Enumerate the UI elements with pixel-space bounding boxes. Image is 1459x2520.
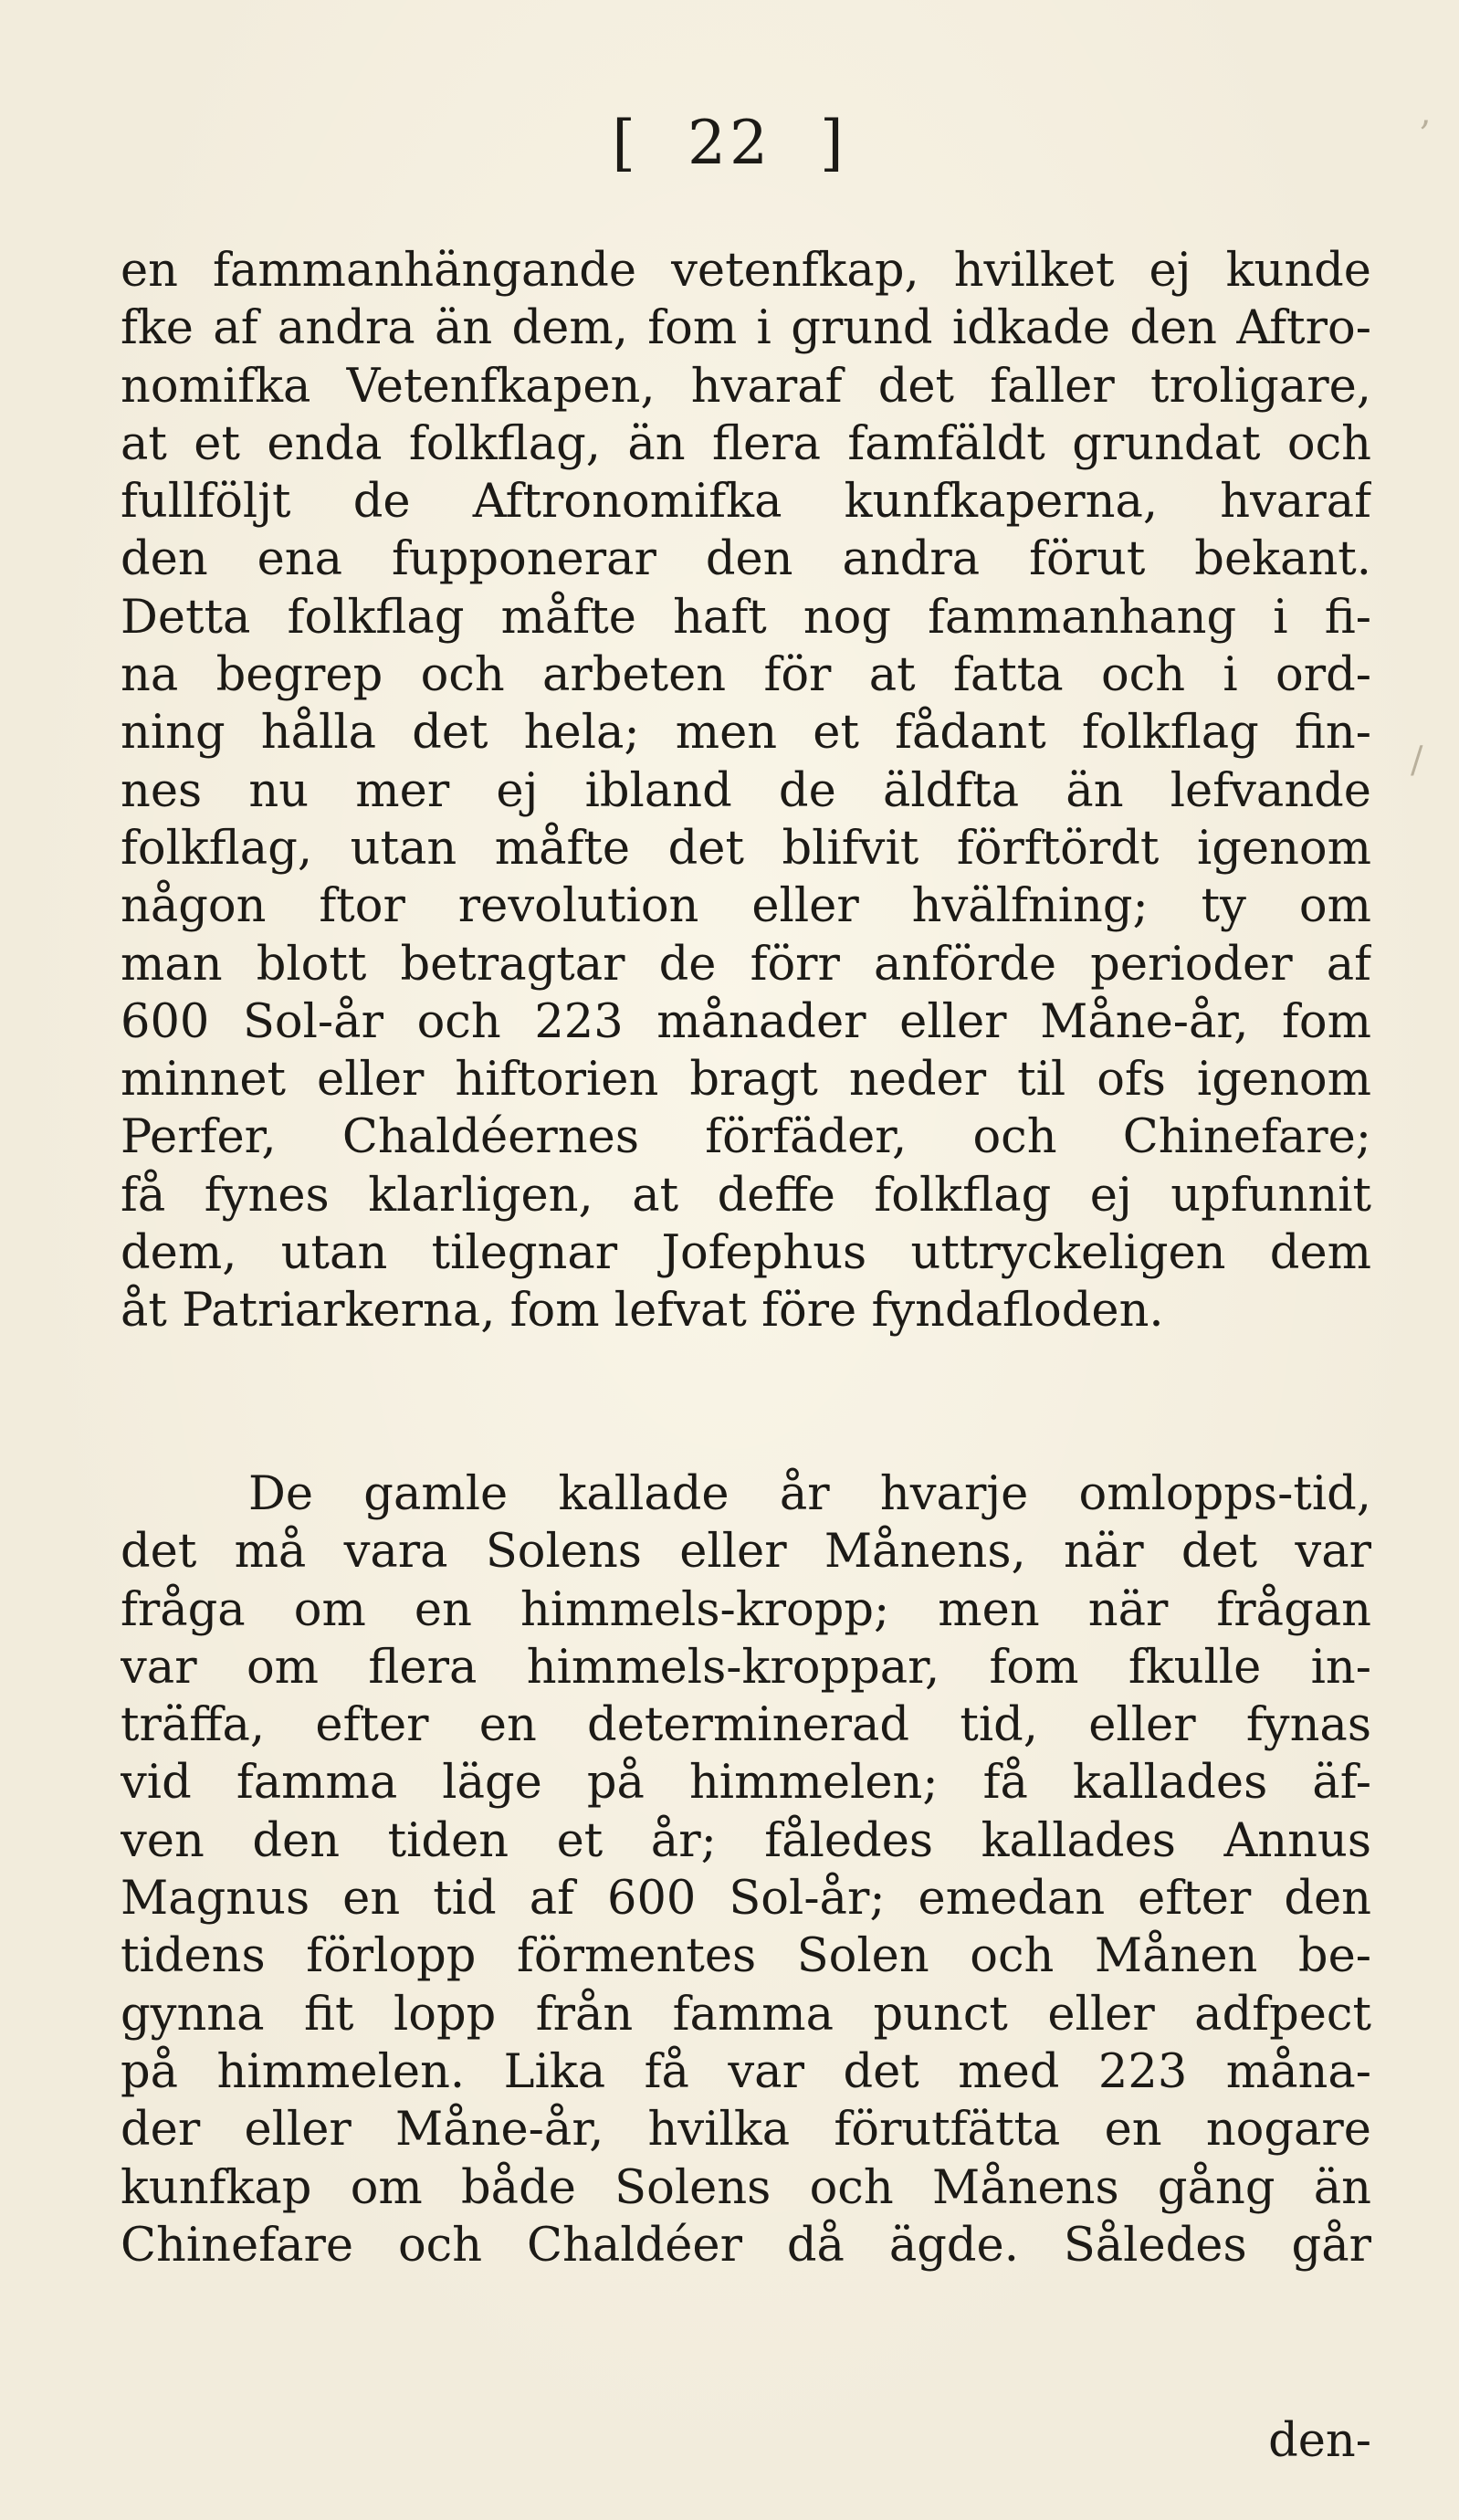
- text-line: var om flera himmels-kroppar, fom fkulle in-: [121, 1640, 1371, 1695]
- catchword: den-: [1268, 2414, 1371, 2468]
- text-line: De gamle kallade år hvarje omlopps-tid,: [248, 1467, 1371, 1521]
- text-line: gynna fit lopp från famma punct eller adfpect: [121, 1987, 1371, 2042]
- text-line: nomifka Vetenfkapen, hvaraf det faller troligare,: [121, 359, 1371, 414]
- text-line: Detta folkflag måfte haft nog fammanhang i fi-: [121, 590, 1371, 645]
- text-line: tidens förlopp förmentes Solen och Månen be-: [121, 1929, 1371, 1984]
- pencil-mark: ,: [1420, 91, 1432, 133]
- text-line: dem, utan tilegnar Jofephus uttryckeligen dem: [121, 1226, 1371, 1281]
- text-line: få fynes klarligen, at deffe folkflag ej upfunnit: [121, 1168, 1371, 1223]
- text-line: en fammanhängande vetenfkap, hvilket ej kunde: [121, 244, 1371, 298]
- text-line: na begrep och arbeten för at fatta och i ord-: [121, 648, 1371, 703]
- page-number: 22: [688, 108, 771, 178]
- text-line: vid famma läge på himmelen; få kallades äf-: [121, 1756, 1371, 1811]
- text-line: på himmelen. Lika få var det med 223 måna-: [121, 2044, 1371, 2099]
- text-line: fke af andra än dem, fom i grund idkade den Aftro-: [121, 301, 1371, 356]
- text-line: fråga om en himmels-kropp; men när frågan: [121, 1582, 1371, 1637]
- text-line: folkflag, utan måfte det blifvit förftördt igenom: [121, 821, 1371, 876]
- page-header: [0, 108, 1459, 178]
- text-line: den ena fupponerar den andra förut bekant.: [121, 532, 1371, 587]
- text-line: träffa, efter en determinerad tid, eller fynas: [121, 1698, 1371, 1753]
- text-line: minnet eller hiftorien bragt neder til ofs igenom: [121, 1053, 1371, 1108]
- paragraph-1: [121, 242, 1371, 1340]
- text-line: det må vara Solens eller Månens, när det var: [121, 1525, 1371, 1580]
- text-line: 600 Sol-år och 223 månader eller Måne-år, fom: [121, 994, 1371, 1049]
- text-line: man blott betragtar de förr anförde perioder af: [121, 937, 1371, 992]
- pencil-mark: /: [1411, 740, 1423, 782]
- header-bracket-close: ]: [819, 108, 847, 178]
- header-bracket-open: [: [612, 108, 640, 178]
- paragraph-2: [121, 1465, 1371, 2274]
- text-line: åt Patriarkerna, fom lefvat före fyndafloden.: [121, 1284, 1164, 1339]
- text-line: fullföljt de Aftronomifka kunfkaperna, hvaraf: [121, 475, 1371, 530]
- text-line: ven den tiden et år; fåledes kallades Annus: [121, 1813, 1371, 1868]
- text-line: Chinefare och Chaldéer då ägde. Således går: [121, 2218, 1371, 2273]
- text-line: nes nu mer ej ibland de äldfta än lefvande: [121, 763, 1371, 818]
- text-line: kunfkap om både Solens och Månens gång än: [121, 2160, 1371, 2215]
- text-line: Magnus en tid af 600 Sol-år; emedan efter den: [121, 1872, 1371, 1927]
- text-line: ning hålla det hela; men et fådant folkflag fin-: [121, 706, 1371, 761]
- text-line: at et enda folkflag, än flera famfäldt grundat och: [121, 416, 1371, 471]
- text-line: någon ftor revolution eller hvälfning; ty om: [121, 879, 1371, 934]
- text-line: Perfer, Chaldéernes förfäder, och Chinefare;: [121, 1110, 1371, 1165]
- text-line: der eller Måne-år, hvilka förutfätta en nogare: [121, 2103, 1371, 2158]
